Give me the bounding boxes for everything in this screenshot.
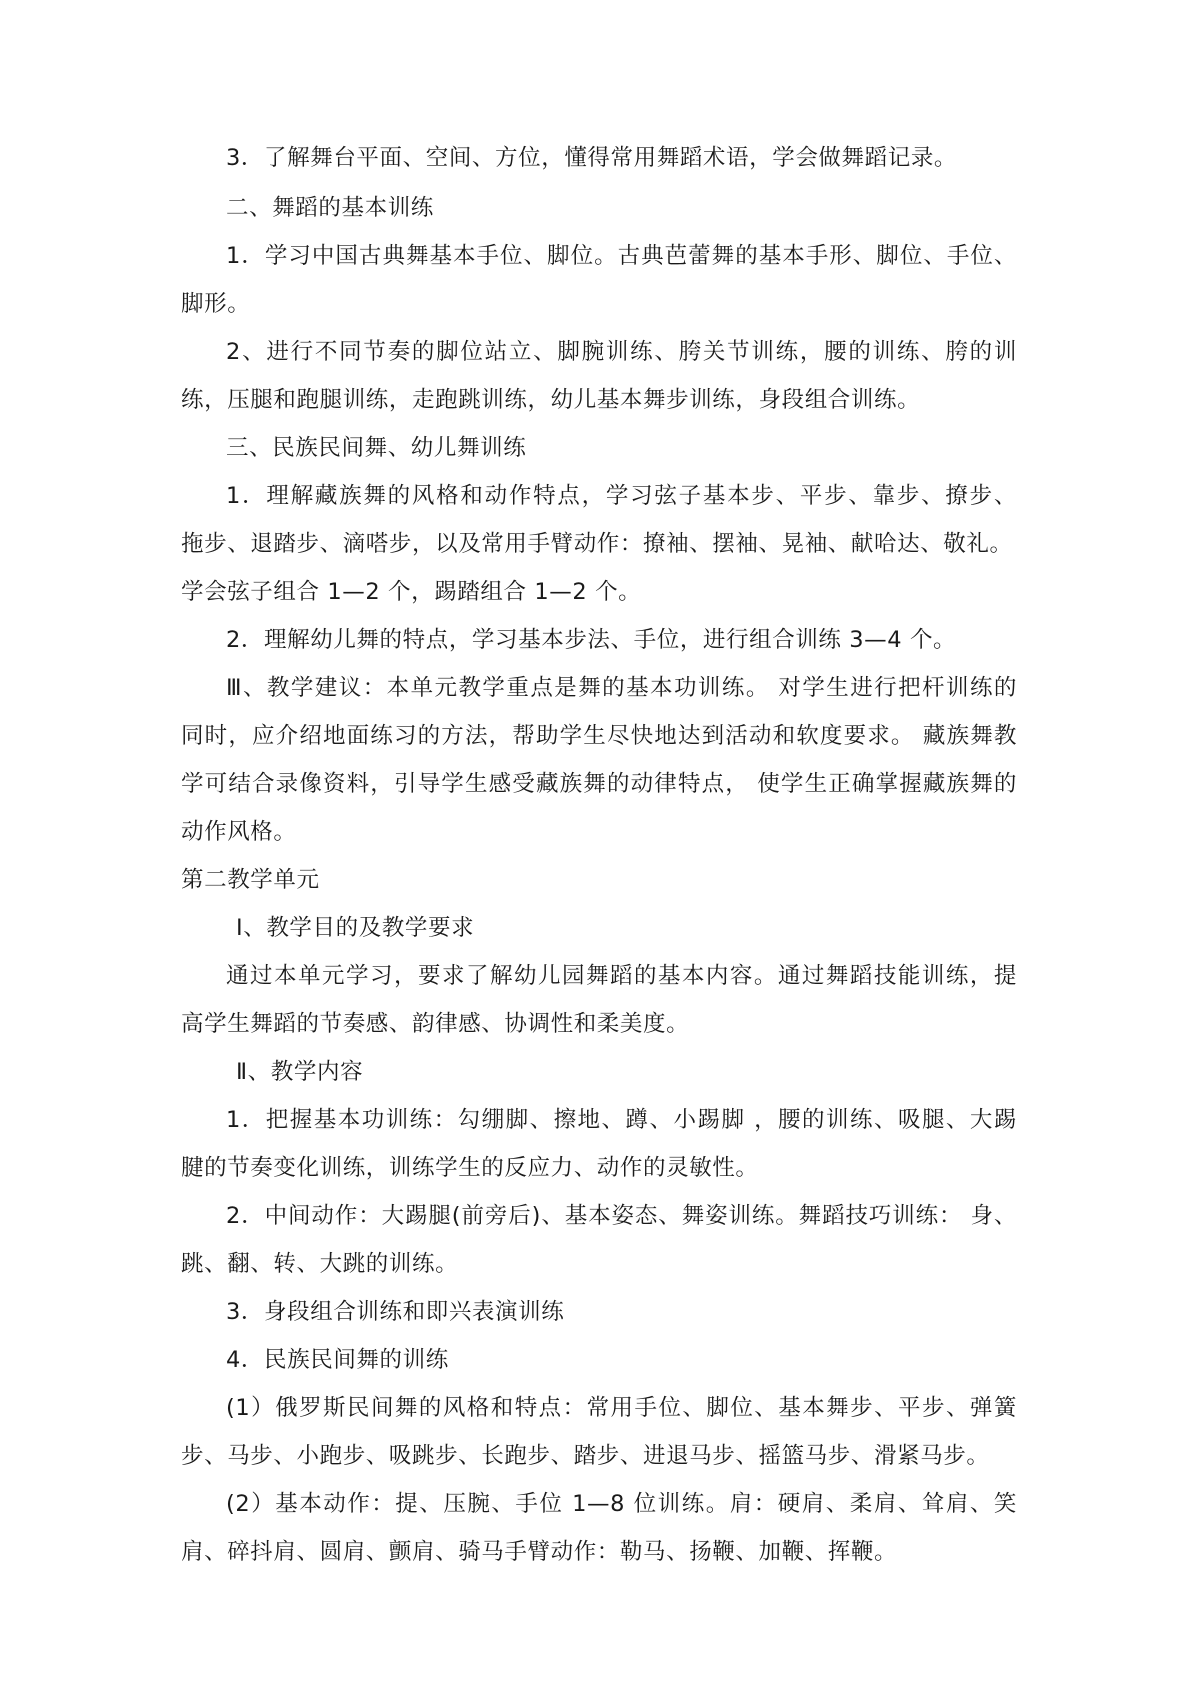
text-line: 1．学习中国古典舞基本手位、脚位。古典芭蕾舞的基本手形、脚位、手位、: [226, 243, 1017, 269]
text-line: 2．理解幼儿舞的特点，学习基本步法、手位，进行组合训练 3—4 个。: [226, 627, 957, 653]
text-line: 1．把握基本功训练：勾绷脚、擦地、蹲、小踢脚 ，腰的训练、吸腿、大踢: [226, 1107, 1017, 1133]
text-line: 动作风格。: [181, 819, 297, 845]
text-line: (2）基本动作：提、压腕、手位 1—8 位训练。肩：硬肩、柔肩、耸肩、笑: [226, 1491, 1017, 1517]
text-line: 学会弦子组合 1—2 个，踢踏组合 1—2 个。: [181, 579, 642, 605]
section-heading: Ⅱ、教学内容: [236, 1059, 364, 1085]
text-line: 拖步、退踏步、滴嗒步，以及常用手臂动作：撩袖、摆袖、晃袖、献哈达、敬礼。: [181, 531, 1013, 557]
text-line: 步、马步、小跑步、吸跳步、长跑步、踏步、进退马步、摇篮马步、滑紧马步。: [181, 1443, 990, 1469]
text-line: 脚形。: [181, 291, 251, 317]
unit-heading: 第二教学单元: [181, 867, 320, 893]
text-line: 腱的节奏变化训练，训练学生的反应力、动作的灵敏性。: [181, 1155, 759, 1181]
text-line: 1．理解藏族舞的风格和动作特点，学习弦子基本步、平步、靠步、撩步、: [226, 483, 1017, 509]
section-heading: 三、民族民间舞、幼儿舞训练: [226, 435, 527, 461]
text-line: 4．民族民间舞的训练: [226, 1347, 449, 1373]
text-line: 同时，应介绍地面练习的方法，帮助学生尽快地达到活动和软度要求。 藏族舞教: [181, 723, 1017, 749]
text-line: (1）俄罗斯民间舞的风格和特点：常用手位、脚位、基本舞步、平步、弹簧: [226, 1395, 1017, 1421]
text-line: 高学生舞蹈的节奏感、韵律感、协调性和柔美度。: [181, 1011, 690, 1037]
text-line: 肩、碎抖肩、圆肩、颤肩、骑马手臂动作：勒马、扬鞭、加鞭、挥鞭。: [181, 1539, 898, 1565]
text-line: 3．了解舞台平面、空间、方位，懂得常用舞蹈术语，学会做舞蹈记录。: [226, 145, 958, 171]
text-line: 2．中间动作：大踢腿(前旁后)、基本姿态、舞姿训练。舞蹈技巧训练： 身、: [226, 1203, 1017, 1229]
section-heading: 二、舞蹈的基本训练: [226, 195, 434, 221]
section-heading: Ⅰ、教学目的及教学要求: [236, 915, 475, 941]
text-line: 学可结合录像资料，引导学生感受藏族舞的动律特点， 使学生正确掌握藏族舞的: [181, 771, 1017, 797]
text-line: 2、进行不同节奏的脚位站立、脚腕训练、胯关节训练，腰的训练、胯的训: [226, 339, 1017, 365]
text-line: 跳、翻、转、大跳的训练。: [181, 1251, 459, 1277]
text-line: 3．身段组合训练和即兴表演训练: [226, 1299, 565, 1325]
text-line: Ⅲ、教学建议：本单元教学重点是舞的基本功训练。 对学生进行把杆训练的: [226, 675, 1017, 701]
text-line: 练，压腿和跑腿训练，走跑跳训练，幼儿基本舞步训练，身段组合训练。: [181, 387, 921, 413]
text-line: 通过本单元学习，要求了解幼儿园舞蹈的基本内容。通过舞蹈技能训练，提: [226, 963, 1017, 989]
